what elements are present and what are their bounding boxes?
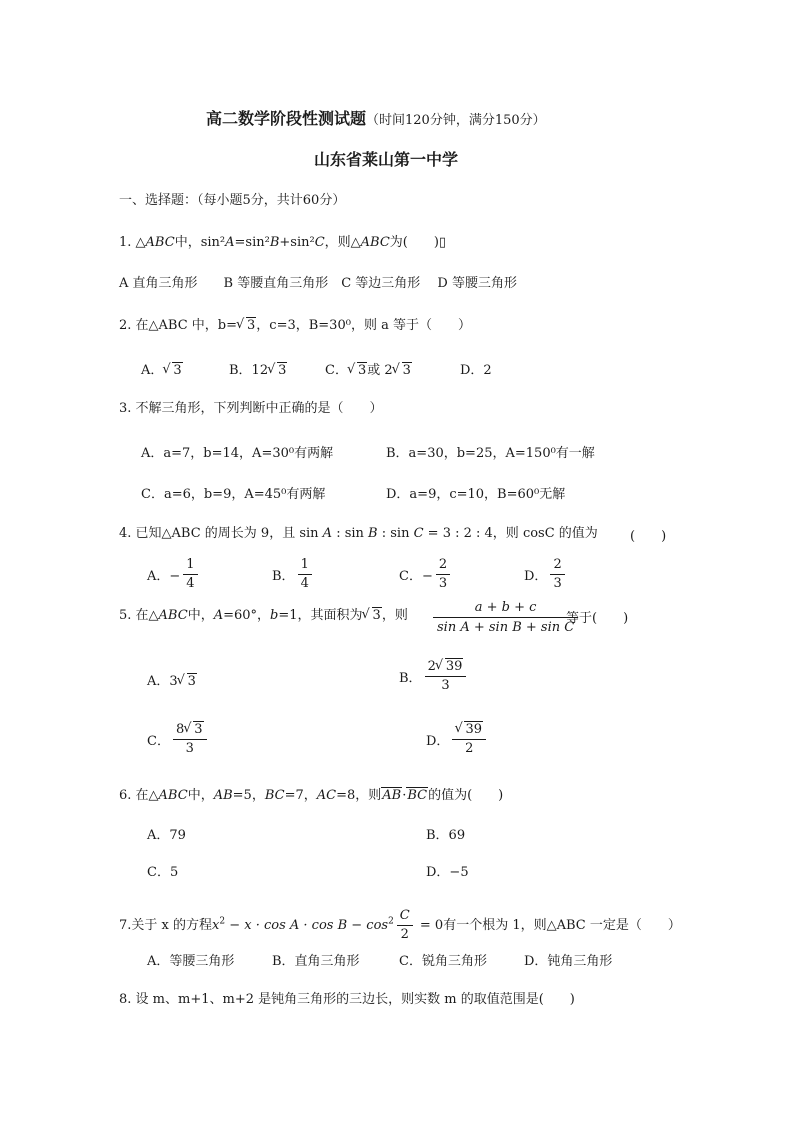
q7-text: 7.关于 x 的方程 xyxy=(119,918,212,933)
q7-equation: = 0 xyxy=(415,918,444,933)
q3-option-b: B．a=30，b=25，A=150⁰有一解 xyxy=(386,446,595,461)
option-label: C． xyxy=(147,734,170,749)
q6-var: BC xyxy=(264,788,285,803)
q4-text: 4. 已知△ABC 的周长为 9，且 sin xyxy=(119,526,323,541)
q1-text: +sin² xyxy=(279,235,315,250)
numerator xyxy=(425,658,467,677)
q4-text: : sin xyxy=(377,526,414,541)
q1-text: 中，sin² xyxy=(174,235,226,250)
q4-text: = 3 : 2 : 4，则 cosC 的值为 xyxy=(423,526,598,541)
option-label: D． xyxy=(426,734,450,749)
denominator: 3 xyxy=(438,576,448,591)
q7-option-b: B．直角三角形 xyxy=(272,954,360,969)
option-label: B． xyxy=(272,569,295,584)
q3-option-c: C．a=6，b=9，A=45⁰有两解 xyxy=(141,487,326,502)
exponent: 2 xyxy=(388,916,394,927)
radicand: 3 xyxy=(194,722,203,737)
fraction xyxy=(550,556,564,593)
q5-option-a xyxy=(147,670,197,689)
question-6 xyxy=(119,787,503,805)
numerator: 1 xyxy=(183,556,197,575)
option-label: A． xyxy=(141,363,164,378)
numerator: 2 xyxy=(436,556,450,575)
sqrt-symbol xyxy=(238,317,256,335)
q6-var: ABC xyxy=(158,788,188,803)
section-heading: 一、选择题：（每小题5分，共计60分） xyxy=(119,193,346,208)
denominator: 4 xyxy=(300,576,309,591)
vector-ab: AB xyxy=(382,788,402,803)
q4-var: A xyxy=(322,526,333,541)
radicand: 3 xyxy=(278,363,287,378)
sqrt-symbol xyxy=(349,363,367,378)
q4-option-d xyxy=(524,556,568,593)
numerator xyxy=(452,721,486,740)
q5-option-d xyxy=(426,721,489,758)
q6-var: AB xyxy=(213,788,233,803)
q5-text: 中， xyxy=(187,608,214,623)
q4-option-b xyxy=(272,556,315,593)
radicand: 3 xyxy=(402,363,411,378)
title-main: 高二数学阶段性测试题 xyxy=(206,109,367,128)
numerator: 2 xyxy=(550,556,564,575)
sqrt-symbol xyxy=(164,363,182,378)
option-label: D． xyxy=(524,569,548,584)
sqrt-symbol xyxy=(456,721,483,739)
q2-text: ，c=3，B=30⁰，则 a 等于（ ） xyxy=(256,318,471,333)
q4-text: : sin xyxy=(332,526,369,541)
question-4 xyxy=(119,525,598,543)
coefficient: 2 xyxy=(427,659,436,674)
q2-text: 2. 在△ABC 中，b= xyxy=(119,318,238,333)
q1-text: 为( )▯ xyxy=(389,235,447,250)
denominator: 2 xyxy=(400,927,409,942)
q2-option-b xyxy=(229,359,287,378)
q5-var: ABC xyxy=(158,608,188,623)
sqrt-symbol xyxy=(437,658,464,676)
q5-text: =60°， xyxy=(223,608,271,623)
q7-equation: − x · cos A · cos B − cos xyxy=(225,918,389,933)
q3-option-a: A．a=7，b=14，A=30⁰有两解 xyxy=(141,446,334,461)
fraction xyxy=(436,556,450,593)
sqrt-symbol xyxy=(394,363,412,378)
option-label: C． xyxy=(325,363,348,378)
radicand: 3 xyxy=(173,363,182,378)
q6-var: AC xyxy=(316,788,337,803)
coefficient: 8 xyxy=(175,722,185,737)
sqrt-symbol xyxy=(269,363,287,378)
option-label: B． xyxy=(399,671,422,686)
option-label: A．3 xyxy=(147,674,178,689)
q4-paren: ( ) xyxy=(630,529,667,544)
question-5 xyxy=(119,607,408,625)
q1-var: A xyxy=(225,235,235,250)
q4-var: B xyxy=(368,526,378,541)
question-3: 3. 不解三角形，下列判断中正确的是（ ） xyxy=(119,401,383,416)
q6-text: =5， xyxy=(232,788,265,803)
q2-option-d: D．2 xyxy=(460,363,492,378)
q1-text: =sin² xyxy=(234,235,270,250)
q1-var: B xyxy=(269,235,280,250)
denominator: 3 xyxy=(553,576,562,591)
option-label: C．− xyxy=(399,569,433,584)
q5-var: b xyxy=(270,608,279,623)
option-label: B．12 xyxy=(229,363,269,378)
q5-option-c xyxy=(147,721,210,758)
fraction xyxy=(298,556,312,593)
option-label: A．− xyxy=(147,569,181,584)
numerator: C xyxy=(397,907,413,926)
sqrt-symbol xyxy=(185,721,203,739)
fraction xyxy=(425,658,467,695)
title-note: （时间120分钟，满分150分） xyxy=(366,113,546,128)
q3-option-d: D．a=9，c=10，B=60⁰无解 xyxy=(386,487,566,502)
q6-text: 中， xyxy=(187,788,214,803)
question-2 xyxy=(119,317,471,335)
numerator: a + b + c xyxy=(433,598,578,618)
page-title xyxy=(206,110,546,130)
q6-option-b: B．69 xyxy=(426,828,466,843)
sqrt-symbol xyxy=(364,607,382,625)
question-1 xyxy=(119,234,446,252)
dot-operator: · xyxy=(402,788,407,803)
question-8: 8. 设 m、m+1、m+2 是钝角三角形的三边长，则实数 m 的取值范围是( ) xyxy=(119,992,575,1007)
q1-var: ABC xyxy=(145,235,175,250)
fraction xyxy=(183,556,197,593)
q2-option-a xyxy=(141,359,183,378)
school-name: 山东省莱山第一中学 xyxy=(314,150,459,169)
denominator: 2 xyxy=(465,741,474,756)
fraction xyxy=(397,907,413,944)
denominator: 4 xyxy=(186,576,195,591)
q1-text: 1. △ xyxy=(119,235,146,250)
q6-text: =8，则 xyxy=(336,788,382,803)
sqrt-symbol xyxy=(179,674,197,689)
q5-var: A xyxy=(213,608,224,623)
q7-option-c: C．锐角三角形 xyxy=(399,954,487,969)
q5-fraction xyxy=(433,598,578,637)
q4-var: C xyxy=(413,526,424,541)
radicand: 3 xyxy=(372,608,381,623)
q7-option-a: A．等腰三角形 xyxy=(147,954,235,969)
fraction xyxy=(452,721,486,758)
q6-text: 6. 在△ xyxy=(119,788,159,803)
q5-text: 5. 在△ xyxy=(119,608,159,623)
radicand: 3 xyxy=(247,318,256,333)
radicand: 3 xyxy=(187,674,196,689)
q2-option-c xyxy=(325,359,412,378)
q7-text: 有一个根为 1，则△ABC 一定是（ ） xyxy=(443,918,681,933)
q6-text: 的值为( ) xyxy=(428,788,504,803)
q5-text: =1，其面积为 xyxy=(278,608,363,623)
denominator: 3 xyxy=(441,678,450,693)
q7-option-d: D．钝角三角形 xyxy=(524,954,613,969)
q6-option-a: A．79 xyxy=(147,828,186,843)
numerator: 1 xyxy=(298,556,312,575)
fraction xyxy=(173,721,207,758)
q1-text: ，则△ xyxy=(324,235,361,250)
q1-var: ABC xyxy=(360,235,390,250)
option-text: 或 2 xyxy=(367,363,393,378)
question-7 xyxy=(119,907,681,944)
q7-var: x xyxy=(212,918,220,933)
question-1-options: A 直角三角形 B 等腰直角三角形 C 等边三角形 D 等腰三角形 xyxy=(119,276,517,291)
q4-option-a xyxy=(147,556,201,593)
q6-option-c: C．5 xyxy=(147,865,179,880)
radicand: 39 xyxy=(445,659,463,674)
radicand: 3 xyxy=(357,363,367,378)
exponent: 2 xyxy=(219,916,226,927)
numerator xyxy=(173,721,207,740)
q4-option-c xyxy=(399,556,453,593)
q1-var: C xyxy=(314,235,325,250)
q5-text: ，则 xyxy=(381,608,408,623)
q5-option-b xyxy=(399,658,469,695)
denominator: 3 xyxy=(185,741,194,756)
q6-option-d: D．−5 xyxy=(426,865,469,880)
vector-bc: BC xyxy=(407,788,428,803)
radicand: 39 xyxy=(465,722,482,737)
q6-text: =7， xyxy=(284,788,317,803)
q5-tail: 等于( ) xyxy=(566,611,629,626)
denominator: sin A + sin B + sin C xyxy=(437,620,575,635)
